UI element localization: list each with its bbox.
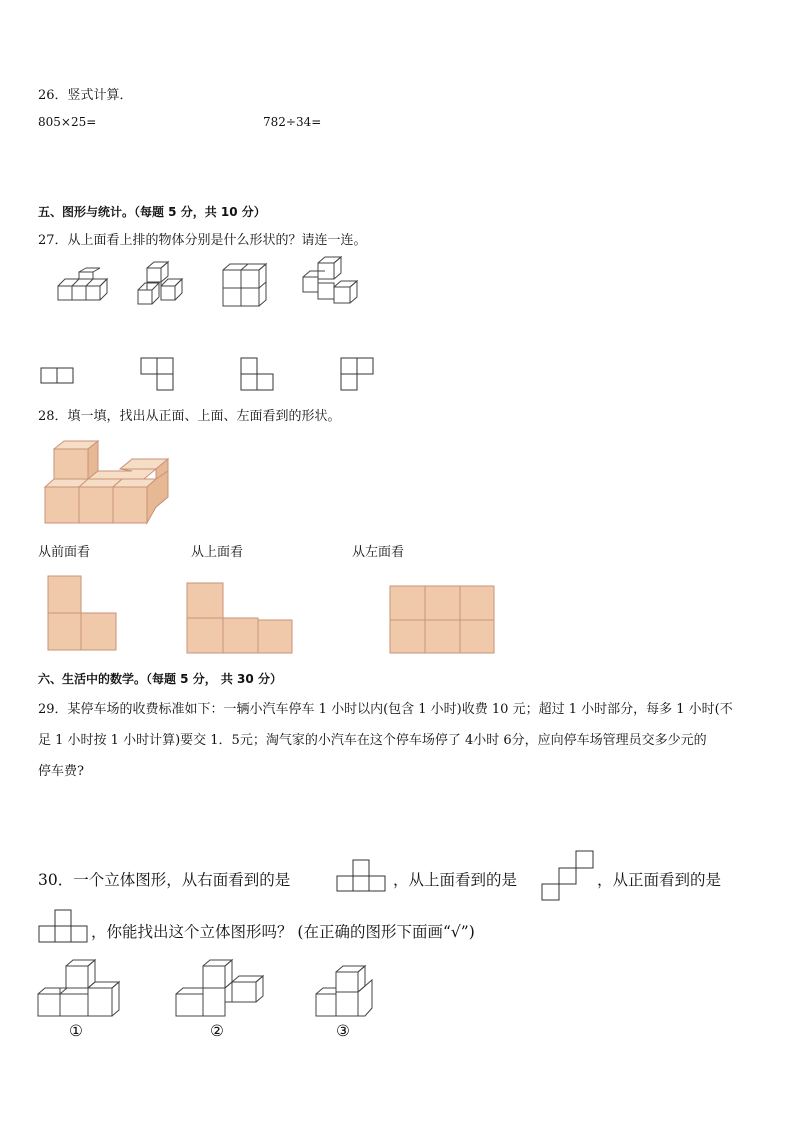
q30-option-1-figure[interactable]	[36, 958, 122, 1018]
q29-line-2: 足 1 小时按 1 小时计算)要交 1．5元；淘气家的小汽车在这个停车场停了 4小时 6分，应向停车场管理员交多少元的	[38, 733, 707, 748]
q30-part-1: 30．一个立体图形，从右面看到的是	[38, 871, 291, 889]
q26-expression-2: 782÷34=	[263, 115, 322, 129]
section-6-heading: 六、生活中的数学。（每题 5 分， 共 30 分）	[38, 672, 282, 686]
q27-text: 27．从上面看上排的物体分别是什么形状的？请连一连。	[38, 233, 367, 248]
q30-right-view-shape	[336, 858, 390, 894]
q30-option-2-figure[interactable]	[174, 958, 266, 1020]
q28-front-view-shape[interactable]	[47, 575, 119, 653]
section-5-heading: 五、图形与统计。（每题 5 分，共 10 分）	[38, 205, 266, 219]
q30-front-view-shape	[38, 908, 92, 944]
q28-left-view-shape[interactable]	[389, 585, 497, 655]
q28-text: 28．填一填，找出从正面、上面、左面看到的形状。	[38, 409, 341, 424]
q27-top-view-2[interactable]	[140, 357, 180, 393]
q28-view-front-label: 从前面看	[38, 545, 91, 560]
q30-part-2: ，从上面看到的是	[393, 871, 518, 889]
q30-top-view-shape	[541, 850, 597, 902]
q27-solid-figure-1[interactable]	[50, 262, 110, 312]
q30-option-3-figure[interactable]	[314, 964, 380, 1020]
q28-top-view-shape[interactable]	[186, 582, 296, 654]
q29-line-1: 29．某停车场的收费标准如下：一辆小汽车停车 1 小时以内(包含 1 小时)收费 10 元；超过 1 小时部分，每多 1 小时(不	[38, 702, 733, 717]
q30-option-1-label[interactable]: ①	[69, 1022, 83, 1040]
q27-top-view-4[interactable]	[340, 357, 380, 393]
q27-solid-figure-2[interactable]	[133, 258, 193, 313]
q26-expression-1: 805×25=	[38, 115, 97, 129]
q30-part-4: ，你能找出这个立体图形吗？ (在正确的图形下面画“√”)	[91, 923, 475, 941]
q27-top-view-1[interactable]	[40, 366, 80, 386]
q28-solid-figure	[40, 437, 175, 527]
q28-view-left-label: 从左面看	[352, 545, 405, 560]
q30-option-3-label[interactable]: ③	[336, 1022, 350, 1040]
q27-top-view-3[interactable]	[240, 357, 280, 393]
q28-view-top-label: 从上面看	[191, 545, 244, 560]
q27-solid-figure-4[interactable]	[298, 253, 358, 313]
q27-solid-figure-3[interactable]	[218, 260, 273, 310]
q26-title: 26．竖式计算．	[38, 88, 133, 103]
q29-line-3: 停车费?	[38, 764, 84, 779]
q30-part-3: ，从正面看到的是	[597, 871, 722, 889]
q30-option-2-label[interactable]: ②	[210, 1022, 224, 1040]
